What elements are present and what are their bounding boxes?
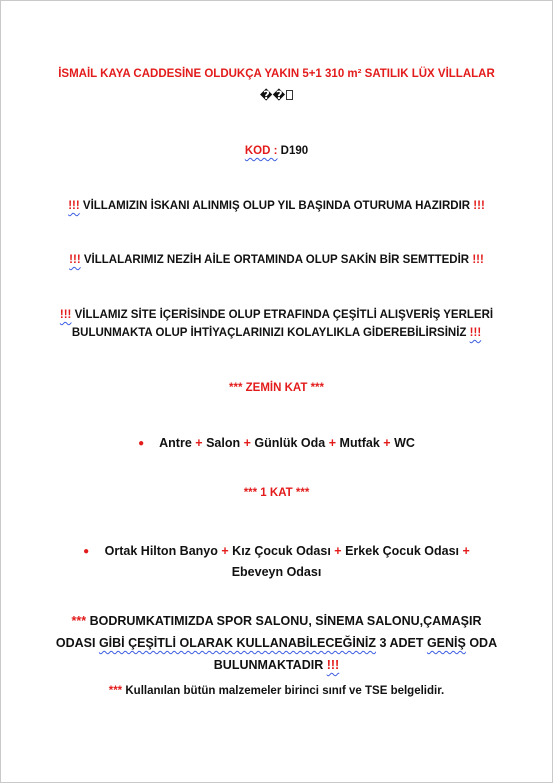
materials-text: Kullanılan bütün malzemeler birinci sınıf ve TSE belgelidir. <box>125 685 445 697</box>
listing-title: İSMAİL KAYA CADDESİNE OLDUKÇA YAKIN 5+1 310 m² SATILIK LÜX VİLLALAR <box>58 68 495 80</box>
basement-text-1: BODRUMKATIMIZDA SPOR SALONU, SİNEMA SALONU,ÇAMAŞIR <box>89 614 482 628</box>
notice-2 <box>41 250 512 270</box>
notice-3-line-2 <box>41 323 512 343</box>
missing-glyph-icon <box>286 90 293 100</box>
first-floor-heading: *** 1 KAT *** <box>243 487 310 499</box>
ground-floor-heading: *** ZEMİN KAT *** <box>229 382 324 394</box>
notice-1 <box>41 196 512 216</box>
title-glyphs <box>41 86 512 106</box>
basement-line-2 <box>41 633 512 653</box>
room-item: Salon <box>206 436 241 450</box>
notice-3-excl-end: !!! <box>469 327 482 339</box>
room-item: Mutfak <box>339 436 380 450</box>
plus-sign: + <box>462 544 470 558</box>
notice-3-text-2: BULUNMAKTA OLUP İHTİYAÇLARINIZI KOLAYLIKLA GİDEREBİLİRSİNİZ <box>71 327 467 339</box>
notice-3-line-1 <box>41 305 512 325</box>
room-item: WC <box>394 436 415 450</box>
room-item: Ortak Hilton Banyo <box>104 544 218 558</box>
notice-1-text: VİLLAMIZIN İSKANI ALINMIŞ OLUP YIL BAŞINDA OTURUMA HAZIRDIR <box>82 200 471 212</box>
first-floor-rooms-line-1 <box>41 541 512 563</box>
basement-line-1 <box>41 611 512 631</box>
plus-sign: + <box>328 436 337 450</box>
notice-2-excl-end: !!! <box>472 254 484 266</box>
basement-text-2a: ODASI <box>55 636 99 650</box>
ground-floor-rooms <box>41 433 512 455</box>
room-item: Antre <box>159 436 192 450</box>
notice-1-excl-start: !!! <box>68 200 80 212</box>
materials-note <box>41 681 512 701</box>
bullet-icon: ● <box>83 546 90 557</box>
code-label: KOD : <box>244 145 278 157</box>
basement-text-2d: GENİŞ <box>426 636 466 650</box>
materials-stars: *** <box>108 685 123 697</box>
basement-text-3: BULUNMAKTADIR <box>213 658 324 672</box>
room-item: Erkek Çocuk Odası <box>345 544 460 558</box>
code-value: D190 <box>280 145 309 157</box>
notice-3-excl-start: !!! <box>59 309 72 321</box>
notice-2-excl-start: !!! <box>69 254 81 266</box>
plus-sign: + <box>334 544 342 558</box>
listing-code <box>41 141 512 161</box>
notice-3-text-1: VİLLAMIZ SİTE İÇERİSİNDE OLUP ETRAFINDA ÇEŞİTLİ ALIŞVERİŞ YERLERİ <box>74 309 494 321</box>
basement-excl: !!! <box>326 658 340 672</box>
notice-2-text: VİLLALARIMIZ NEZİH AİLE ORTAMINDA OLUP SAKİN BİR SEMTTEDİR <box>83 254 470 266</box>
basement-stars: *** <box>71 614 87 628</box>
room-item: Günlük Oda <box>254 436 326 450</box>
room-item: Ebeveyn Odası <box>231 565 322 579</box>
plus-sign: + <box>195 436 203 450</box>
room-item: Kız Çocuk Odası <box>232 544 331 558</box>
plus-sign: + <box>221 544 229 558</box>
basement-text-2c: 3 ADET <box>376 636 427 650</box>
title-glyph-text: �� <box>259 90 286 102</box>
plus-sign: + <box>383 436 391 450</box>
bullet-icon: ● <box>138 438 145 449</box>
basement-line-3 <box>41 655 512 675</box>
basement-text-2b: GİBİ ÇEŞİTLİ OLARAK KULLANABİLECEĞİNİZ <box>98 636 377 650</box>
basement-text-2e: ODA <box>465 636 498 650</box>
notice-1-excl-end: !!! <box>473 200 485 212</box>
plus-sign: + <box>243 436 251 450</box>
first-floor-rooms-line-2 <box>41 562 512 582</box>
